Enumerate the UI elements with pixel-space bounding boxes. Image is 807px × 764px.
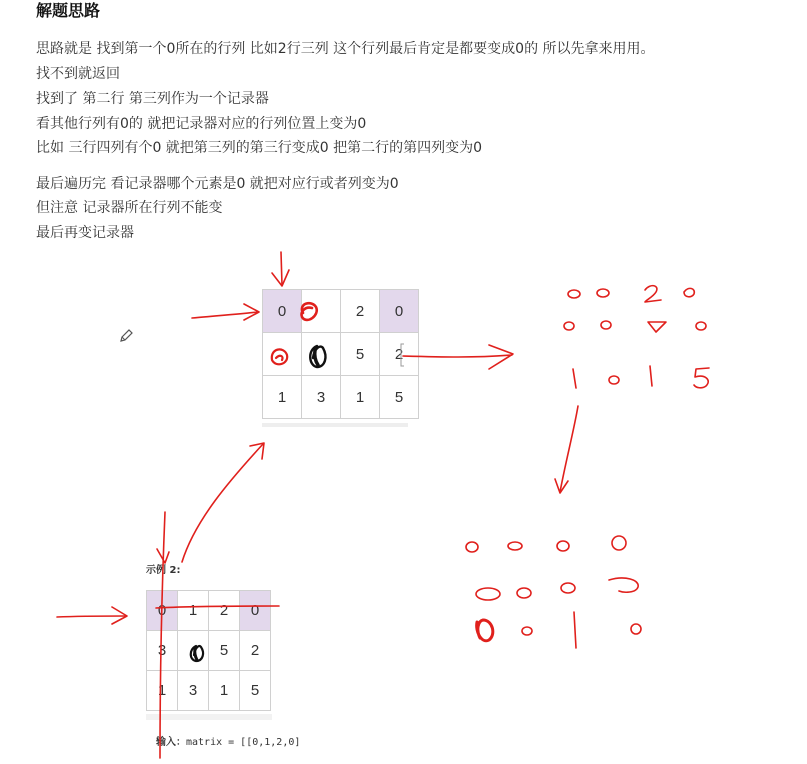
matrix-cell: 0: [147, 591, 178, 631]
matrix-cell: 1: [147, 671, 178, 711]
matrix-cell: 2: [240, 631, 271, 671]
paragraph-2: 找不到就返回: [36, 66, 120, 82]
matrix-cell: 5: [380, 376, 419, 419]
matrix-cell: 2: [380, 333, 419, 376]
matrix-cell: 2: [341, 290, 380, 333]
matrix-cell: 0: [380, 290, 419, 333]
paragraph-7: 但注意 记录器所在行列不能变: [36, 200, 223, 216]
arrow-up: [182, 444, 263, 562]
matrix-cell: 1: [341, 376, 380, 419]
arrow-right-bottom: [57, 616, 126, 617]
matrix-cell: 3: [147, 631, 178, 671]
matrix-cell: 5: [209, 631, 240, 671]
arrow-down-right: [560, 406, 578, 492]
paragraph-1: 思路就是 找到第一个0所在的行列 比如2行三列 这个行列最后肯定是都要变成0的 所以先拿来用用。: [36, 41, 655, 57]
matrix-cell: 5: [240, 671, 271, 711]
circled-mark: [302, 303, 317, 320]
paragraph-3: 找到了 第二行 第三列作为一个记录器: [36, 91, 269, 107]
input-value: matrix = [[0,1,2,0]: [186, 737, 301, 748]
horizontal-line: [156, 606, 279, 608]
paragraph-6: 最后遍历完 看记录器哪个元素是0 就把对应行或者列变为0: [36, 176, 399, 192]
paragraph-8: 最后再变记录器: [36, 225, 134, 241]
matrix-cell: 0: [263, 290, 302, 333]
heading: 解题思路: [36, 1, 101, 20]
arrow-down-top: [281, 252, 282, 285]
matrix-cell: 2: [209, 591, 240, 631]
example-caption: 示例 2:: [146, 565, 181, 576]
matrix-cell: 1: [178, 591, 209, 631]
matrix-cell: 1: [209, 671, 240, 711]
matrix-cell: 1: [263, 376, 302, 419]
matrix-cell: 3: [302, 376, 341, 419]
arrow-right-middle: [403, 355, 512, 357]
paragraph-5: 比如 三行四列有个0 就把第三列的第三行变成0 把第二行的第四列变为0: [36, 140, 483, 156]
matrix-cell: 5: [341, 333, 380, 376]
matrix-cell: 0: [240, 591, 271, 631]
circled-mark: [272, 349, 287, 364]
paragraph-4: 看其他行列有0的 就把记录器对应的行列位置上变为0: [36, 116, 367, 132]
input-label: 输入：: [156, 737, 186, 748]
matrix-cell: 3: [178, 671, 209, 711]
vertical-line: [160, 512, 165, 758]
